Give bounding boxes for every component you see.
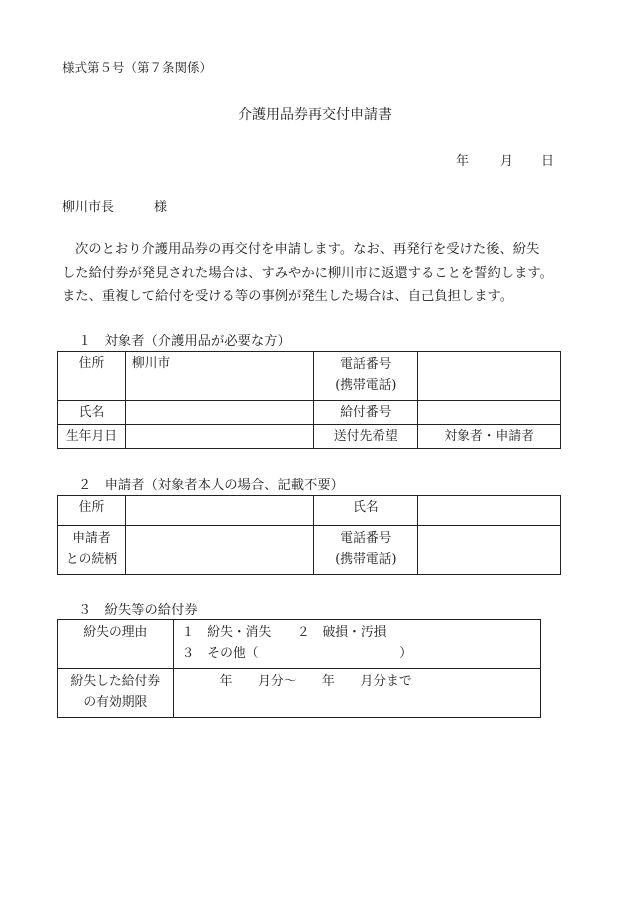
declaration-line: した給付券が発見された場合は、すみやかに柳川市に返還することを誓約します。 (62, 265, 553, 281)
s1-phone-label: 電話番号 (携帯電話) (314, 352, 418, 401)
date-year: 年 (456, 154, 470, 169)
s2-phone-field[interactable] (418, 526, 561, 575)
section2-table (57, 495, 561, 575)
s1-name-field[interactable] (125, 401, 314, 425)
section3-table (57, 619, 541, 718)
s3-reason-options[interactable]: １ 紛失・消失 ２ 破損・汚損 ３ その他（ ） (173, 620, 540, 669)
form-number: 様式第５号（第７条関係） (62, 60, 213, 75)
addressee-honorific: 様 (154, 200, 168, 215)
s2-name-field[interactable] (418, 496, 561, 526)
addressee-mayor: 柳川市長 (62, 200, 115, 215)
s1-dob-field[interactable] (125, 425, 314, 449)
s2-address-label: 住所 (58, 496, 126, 526)
date-day: 日 (541, 154, 555, 169)
section1-heading: １ 対象者（介護用品が必要な方） (78, 334, 291, 349)
s1-phone-field[interactable] (418, 352, 561, 401)
s3-validity-label: 紛失した給付券 の有効期限 (58, 669, 174, 718)
section1-table (57, 351, 561, 449)
declaration-line: 次のとおり介護用品券の再交付を申請します。なお、再発行を受けた後、紛失 (75, 242, 540, 257)
s1-dest-label: 送付先希望 (314, 425, 418, 449)
s2-relation-label: 申請者 との続柄 (58, 526, 126, 575)
s1-benefit-no-label: 給付番号 (314, 401, 418, 425)
section3-heading: ３ 紛失等の給付券 (78, 603, 198, 618)
s2-address-field[interactable] (125, 496, 314, 526)
s2-phone-label: 電話番号 (携帯電話) (314, 526, 418, 575)
section2-heading: ２ 申請者（対象者本人の場合、記載不要） (78, 478, 344, 493)
s3-reason-label: 紛失の理由 (58, 620, 174, 669)
s2-name-label: 氏名 (314, 496, 418, 526)
s1-address-field[interactable]: 柳川市 (125, 352, 314, 401)
s1-name-label: 氏名 (58, 401, 126, 425)
s3-validity-field[interactable]: 年 月分～ 年 月分まで (173, 669, 540, 718)
declaration-text (62, 238, 572, 309)
s1-address-label: 住所 (58, 352, 126, 401)
s1-benefit-no-field[interactable] (418, 401, 561, 425)
s2-relation-field[interactable] (125, 526, 314, 575)
document-title: 介護用品券再交付申請書 (238, 107, 392, 123)
date-month: 月 (500, 154, 514, 169)
s1-dob-label: 生年月日 (58, 425, 126, 449)
addressee (62, 196, 167, 215)
s1-dest-options[interactable]: 対象者・申請者 (418, 425, 561, 449)
declaration-line: また、重複して給付を受ける等の事例が発生した場合は、自己負担します。 (62, 289, 514, 304)
